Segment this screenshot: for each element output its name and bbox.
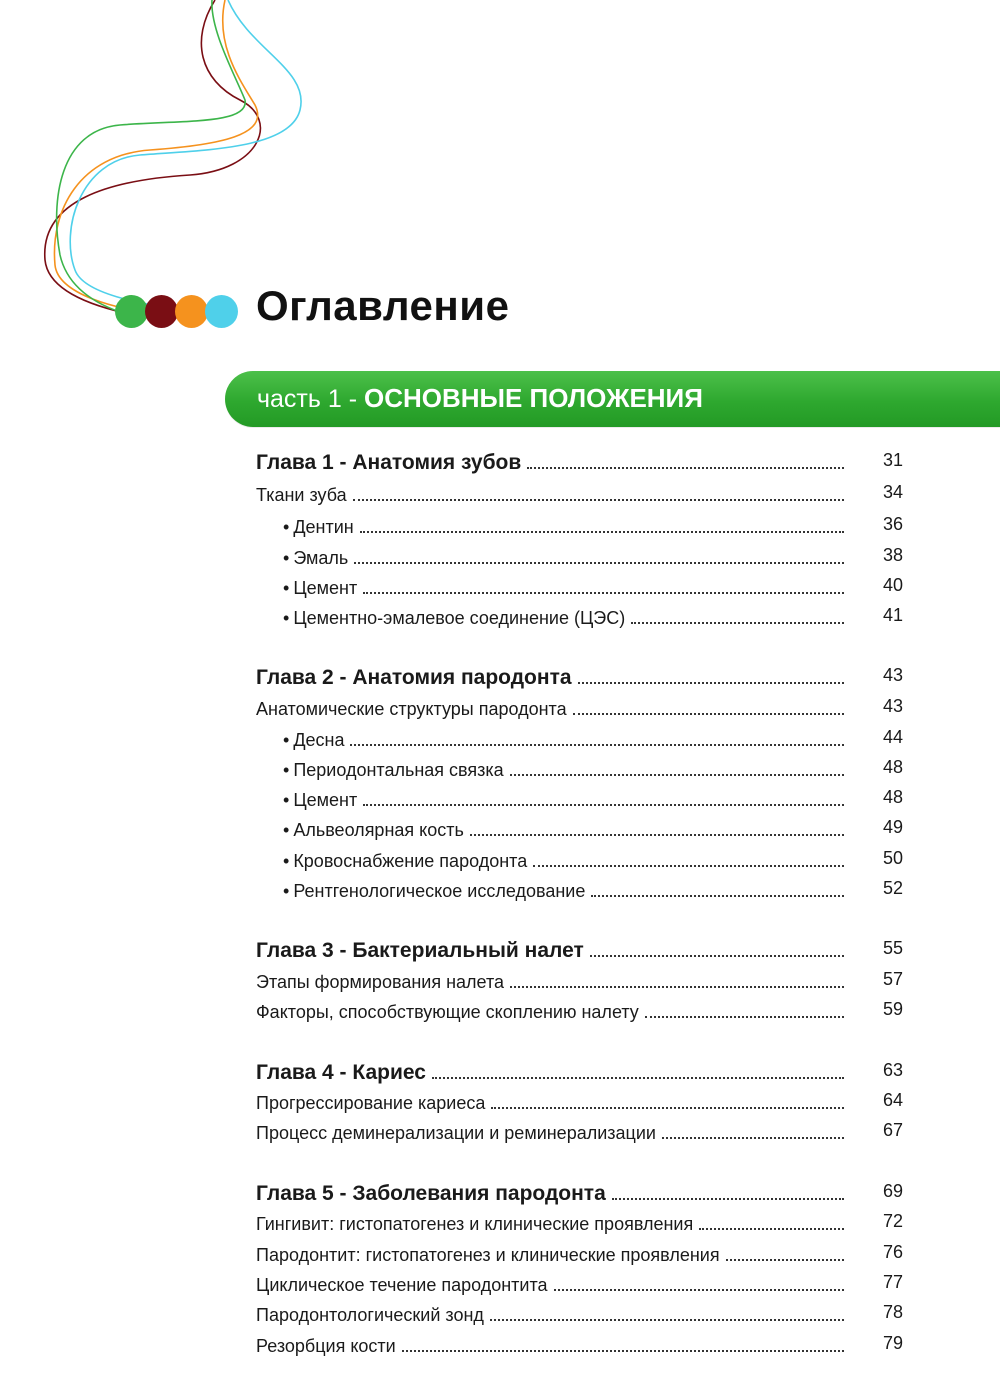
toc-entry-label: Гингивит: гистопатогенез и клинические проявления <box>256 1214 694 1234</box>
toc-entry-label: Эмаль <box>293 548 349 568</box>
toc-entry-label: Глава 2 - Анатомия пародонта <box>256 666 572 689</box>
dot-leader <box>612 1197 844 1200</box>
toc-page-number: 49 <box>882 817 904 837</box>
decorative-dots <box>115 295 235 328</box>
dot-leader <box>645 1015 844 1018</box>
toc-entry-row <box>283 725 846 751</box>
bullet-icon: • <box>283 881 290 901</box>
toc-page-number: 67 <box>882 1120 904 1140</box>
toc-page-number: 50 <box>882 848 904 868</box>
dot-maroon <box>145 295 178 328</box>
dot-leader <box>490 1318 844 1321</box>
toc-page-number: 64 <box>882 1090 904 1110</box>
toc-entry-row <box>256 997 846 1023</box>
dot-leader <box>573 712 844 715</box>
bullet-icon: • <box>283 578 290 598</box>
dot-leader <box>491 1106 844 1109</box>
toc-page-number: 36 <box>882 514 904 534</box>
bullet-icon: • <box>283 820 290 840</box>
toc-entry-row <box>283 573 846 599</box>
toc-entry-label: Глава 4 - Кариес <box>256 1061 426 1084</box>
toc-page-number: 79 <box>882 1333 904 1353</box>
dot-cyan <box>205 295 238 328</box>
toc-page-number: 59 <box>882 999 904 1019</box>
dot-leader <box>360 530 844 533</box>
toc-entry-row <box>256 1118 846 1144</box>
toc-entry-row <box>283 876 846 902</box>
toc-entry-row <box>283 846 846 872</box>
toc-entry-row <box>256 967 846 993</box>
toc-entry-row <box>283 815 846 841</box>
part-name: ОСНОВНЫЕ ПОЛОЖЕНИЯ <box>363 383 703 413</box>
toc-entry-label: Прогрессирование кариеса <box>256 1093 486 1113</box>
dot-leader <box>578 681 844 684</box>
toc-entry-row <box>256 1240 846 1266</box>
toc-entry-label: Анатомические структуры пародонта <box>256 699 567 719</box>
dot-leader <box>510 985 844 988</box>
dot-leader <box>363 803 844 806</box>
toc-page-number: 40 <box>882 575 904 595</box>
toc-entry-row <box>256 1300 846 1326</box>
toc-page-number: 77 <box>882 1272 904 1292</box>
toc-page-number: 31 <box>882 450 904 470</box>
toc-entry-label: Циклическое течение пародонтита <box>256 1275 548 1295</box>
dot-leader <box>353 498 844 501</box>
dot-leader <box>527 466 844 469</box>
bullet-icon: • <box>283 730 290 750</box>
toc-page-number: 69 <box>882 1181 904 1201</box>
toc-page-number: 38 <box>882 545 904 565</box>
toc-chapter-row <box>256 663 846 689</box>
dot-green <box>115 295 148 328</box>
toc-entry-label: Дентин <box>293 517 354 537</box>
string-green <box>57 0 246 312</box>
bullet-icon: • <box>283 608 290 628</box>
toc-page-number: 34 <box>882 482 904 502</box>
toc-entry-label: Глава 3 - Бактериальный налет <box>256 939 584 962</box>
dot-leader <box>354 561 844 564</box>
dot-leader <box>402 1349 844 1352</box>
toc-entry-row <box>283 785 846 811</box>
toc-entry-row <box>283 755 846 781</box>
toc-page-number: 57 <box>882 969 904 989</box>
toc-entry-label: Рентгенологическое исследование <box>293 881 586 901</box>
toc-entry-label: Резорбция кости <box>256 1336 396 1356</box>
toc-page-number: 48 <box>882 757 904 777</box>
bullet-icon: • <box>283 851 290 871</box>
dot-leader <box>662 1136 844 1139</box>
string-maroon <box>45 0 261 313</box>
dot-leader <box>554 1288 844 1291</box>
toc-chapter-row <box>256 1179 846 1205</box>
dot-leader <box>590 954 844 957</box>
dot-leader <box>363 591 844 594</box>
toc-entry-label: Альвеолярная кость <box>293 820 464 840</box>
toc-entry-row <box>256 1331 846 1357</box>
toc-page-number: 55 <box>882 938 904 958</box>
dot-leader <box>470 833 844 836</box>
toc-entry-row <box>283 543 846 569</box>
toc-page-number: 72 <box>882 1211 904 1231</box>
toc-entry-label: Десна <box>293 730 345 750</box>
dot-leader <box>631 621 844 624</box>
toc-entry-row <box>256 1209 846 1235</box>
part-heading <box>257 383 703 414</box>
part-prefix: часть 1 - <box>257 385 364 413</box>
toc-entry-label: Этапы формирования налета <box>256 972 504 992</box>
toc-page-number: 48 <box>882 787 904 807</box>
toc-entry-row <box>283 603 846 629</box>
bullet-icon: • <box>283 548 290 568</box>
toc-entry-label: Цемент <box>293 578 358 598</box>
dot-leader <box>432 1076 844 1079</box>
toc-entry-label: Пародонтит: гистопатогенез и клинические проявления <box>256 1245 720 1265</box>
toc-chapter-row <box>256 448 846 474</box>
dot-leader <box>510 773 844 776</box>
dot-orange <box>175 295 208 328</box>
part-banner <box>225 371 1000 427</box>
toc-entry-label: Факторы, способствующие скоплению налету <box>256 1002 639 1022</box>
page-title: Оглавление <box>256 282 510 329</box>
string-orange <box>54 0 257 313</box>
toc-entry-label: Пародонтологический зонд <box>256 1305 484 1325</box>
toc-entry-label: Периодонтальная связка <box>293 760 504 780</box>
toc-entry-label: Ткани зуба <box>256 485 347 505</box>
toc-page-number: 44 <box>882 727 904 747</box>
toc-entry-label: Глава 1 - Анатомия зубов <box>256 451 522 474</box>
toc-entry-row <box>256 694 846 720</box>
toc-entry-label: Глава 5 - Заболевания пародонта <box>256 1182 606 1205</box>
toc-entry-label: Цементно-эмалевое соединение (ЦЭС) <box>293 608 626 628</box>
string-cyan <box>70 0 301 313</box>
toc-page-number: 52 <box>882 878 904 898</box>
toc-page-number: 43 <box>882 665 904 685</box>
toc-entry-row <box>256 480 846 506</box>
toc-entry-row <box>256 1270 846 1296</box>
toc-chapter-row <box>256 1058 846 1084</box>
toc-page-number: 76 <box>882 1242 904 1262</box>
toc-entry-row <box>256 1088 846 1114</box>
dot-leader <box>591 894 844 897</box>
toc-entry-label: Кровоснабжение пародонта <box>293 851 528 871</box>
toc-page-number: 43 <box>882 696 904 716</box>
toc-entry-row <box>283 512 846 538</box>
bullet-icon: • <box>283 790 290 810</box>
dot-leader <box>533 864 844 867</box>
toc-entry-label: Цемент <box>293 790 358 810</box>
dot-leader <box>350 743 844 746</box>
toc-page-number: 63 <box>882 1060 904 1080</box>
bullet-icon: • <box>283 760 290 780</box>
dot-leader <box>699 1227 844 1230</box>
dot-leader <box>726 1258 844 1261</box>
toc-chapter-row <box>256 936 846 962</box>
toc-page-number: 78 <box>882 1302 904 1322</box>
toc-page-number: 41 <box>882 605 904 625</box>
bullet-icon: • <box>283 517 290 537</box>
toc-entry-label: Процесс деминерализации и реминерализации <box>256 1123 656 1143</box>
